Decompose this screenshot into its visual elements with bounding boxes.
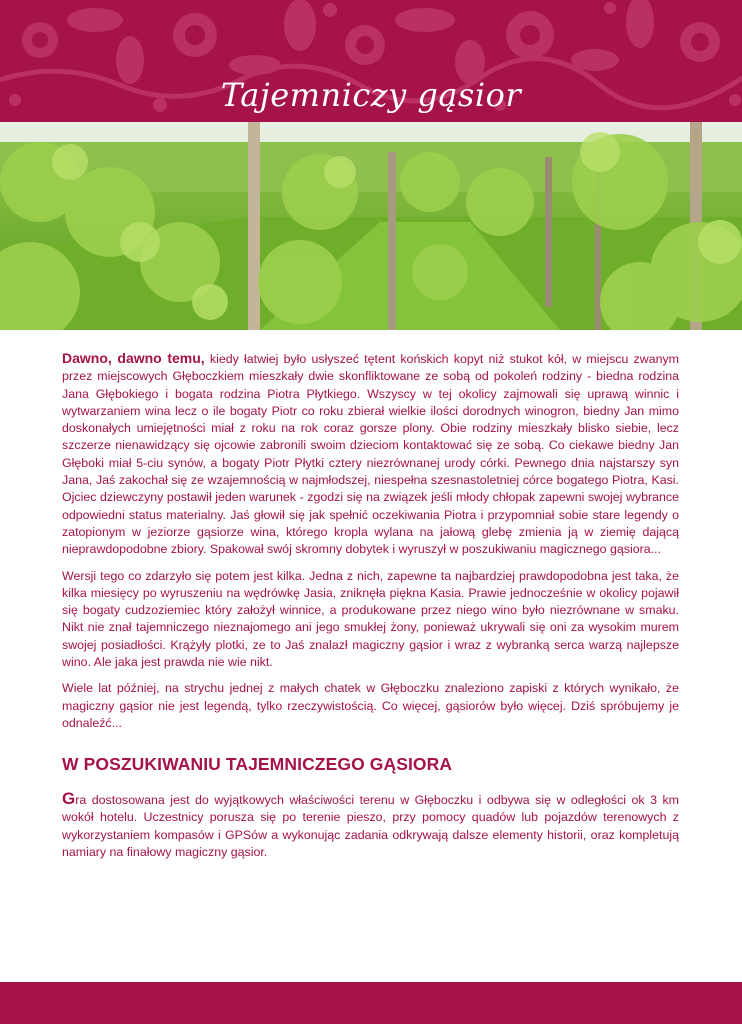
story-paragraph-3: Wiele lat później, na strychu jednej z małych chatek w Głęboczku znaleziono zapiski z których wynikało, że magiczny gąsior nie jest legendą, tylko rzeczywistością. Co więcej, gąsiorów było więcej. Dziś spróbujemy je odnaleźć... — [62, 681, 679, 730]
section-text — [62, 790, 679, 861]
header-banner — [0, 0, 742, 122]
story-text — [62, 350, 679, 741]
section-paragraph — [62, 790, 679, 861]
story-lead: Dawno, dawno temu, — [62, 350, 205, 366]
section-body: ra dostosowana jest do wyjątkowych właściwości terenu w Głęboczku i odbywa się w odległości ok 3 km wokół hotelu. Uczestnicy porusza się po terenie pieszo, przy pomocy quadów lub pojazdów terenowych z wykorzystaniem kompasów i GPSów a wykonując zadania odkrywają dalsze elementy historii, oraz kompletują namiary na finałowy magiczny gąsior. — [62, 793, 679, 859]
vineyard-photo — [0, 122, 742, 330]
footer-band — [0, 982, 742, 1024]
section-heading: W POSZUKIWANIU TAJEMNICZEGO GĄSIORA — [62, 754, 453, 774]
section-dropcap: G — [62, 789, 76, 808]
story-paragraph-1: kiedy łatwiej było usłyszeć tętent końskich kopyt niż stukot kół, w miejscu zwanym przez miejscowych Głęboczkiem mieszkały dwie skonfliktowane ze sobą od pokoleń rodziny - biedna rodzina Jana Głębokiego i bogata rodzina Piotra Płytkiego. Wszyscy w tej okolicy zajmowali się uprawą winnic i wytwarzaniem wina lecz o ile bogaty Piotr co roku zbierał wielkie ilości dorodnych winogron, biedny Jan mimo doskonałych umiejętności miał z roku na rok coraz gorsze plony. Obie rodziny mieszkały blisko siebie, lecz szczerze nienawidzący się ojcowie zabronili swoim dzieciom kontaktować się ze sobą. Co ciekawe biedny Jan Głęboki miał 5-ciu synów, a bogaty Piotr Płytki cztery niezrównanej urody córki. Pewnego dnia najstarszy syn Jana, Jaś zakochał się ze wzajemnością w najmłodszej, niespełna szesnastoletniej córce bogatego Piotra, Kasi. Ojciec dziewczyny postawił jeden warunek - zgodzi się na związek jeśli młody chłopak zapewni swojej wybrance odpowiedni status materialny. Jaś głowił się jak spełnić oczekiwania Piotra i przypomniał sobie stare legendy o zatopionym w jeziorze gąsiorze wina, którego kropla wylana na jałową glebę zmienia ją w ziemię dającą nieprawdopodobne zbiory. Spakował swój skromny dobytek i wyruszył w poszukiwaniu magicznego gąsiora... — [62, 352, 679, 557]
story-paragraph-2: Wersji tego co zdarzyło się potem jest kilka. Jedna z nich, zapewne ta najbardziej prawdopodobna jest taka, że kilka miesięcy po wyruszeniu na wędrówkę Jasia, zniknęła piękna Kasia. Prawie jednocześnie w okolicy pojawił się bogaty cudzoziemiec który założył winnice, a produkowane przez niego wino było niezrównane w smaku. Nikt nie znał tajemniczego nieznajomego ani jego smukłej żony, ponieważ ukrywali się oni za wysokim murem swojej posiadłości. Krążyły plotki, ze to Jaś znalazł magiczny gąsior i wraz z wybranką serca warzą najlepsze wino. Ale jaka jest prawda nie wie nikt. — [62, 568, 679, 670]
story-paragraph — [62, 350, 679, 559]
page-title: Tajemniczy gąsior — [220, 76, 522, 114]
